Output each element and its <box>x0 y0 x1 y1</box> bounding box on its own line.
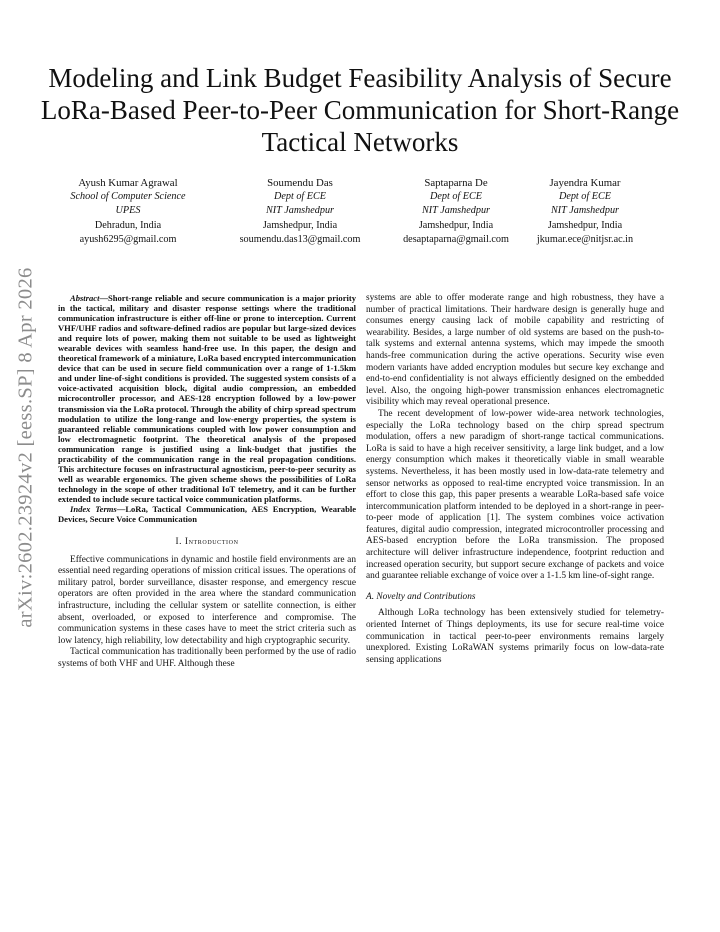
author-affiliation: School of Computer Science <box>70 191 186 203</box>
paper-title: Modeling and Link Budget Feasibility Analysis of Secure LoRa-Based Peer-to-Peer Communication for Short-Range Tactical Networks <box>40 63 680 157</box>
intro-paragraph-1: Effective communications in dynamic and hostile field environments are an essential need regarding operations of mission critical issues. The operations of military patrol, border surveillance, disaster response, and emergency rescue operators are often provided in the area where the standard communication infrastructure, including the cellular system or satellite connection, is either absent, overloaded, or exposed to interference and compromise. The communication systems in these cases have to meet the strict criteria such as low latency, high reliability, low detectability and high cryptographic security. <box>58 554 356 646</box>
author-1 <box>70 176 185 247</box>
abstract-lead: Abstract <box>70 293 100 303</box>
author-affiliation: Dept of ECE <box>273 191 327 203</box>
index-terms <box>58 504 356 524</box>
body-paragraph-lora: The recent development of low-power wide-area network technologies, especially the LoRa technology based on the chirp spread spectrum modulation, offers a new paradigm of short-range tactical communications. LoRa is said to have a high receiver sensitivity, a large link budget, and a low energy consumption which makes it theoretically viable in small wearable systems. Nevertheless, it has been mostly used in low-data-rate telemetry and sensor networks as opposed to real-time encrypted voice transmission. In an effort to close this gap, this paper presents a wearable LoRa-based safe voice intercommunication platform intended to be deployed in a short-range in peer-to-peer mode of application [1]. The system combines voice activation features, digital audio compression, integrated microcontroller processing and AES-based encryption before the LoRa transmission. The proposed architecture will deliver infrastructure independence, footprint reduction and increased operation security, but support secure exchange of packets and voice and guarantee reliable exchange of voice over a 1-1.5 km line-of-sight range. <box>366 408 664 582</box>
body-paragraph-continued: systems are able to offer moderate range and high robustness, they have a number of practical limitations. Their hardware design is generally huge and consumes energy causing lack of mobile capability and restricting of wearability. Besides, a large number of old systems are based on the push-to-talk systems and external antenna systems, which may impede the smooth hands-free communication during the active operations. Security wise even modern variants have added encryption modules but secure key exchange and end-to-end confidentiality is not always efficiently designed on the embedded level. Also, the ongoing high-power transmission enhances electromagnetic visibility which may reveal operational presence. <box>366 293 664 408</box>
abstract-text: —Short-range reliable and secure communication is a major priority in the tactical, military and disaster response settings where the traditional communication infrastructure is either off-line or prone to interception. Current VHF/UHF radios and software-defined radios are popular but large-sized devices and require lots of power, making them not suitable to be used as lightweight wearable devices with seamless hand-free use. In this paper, the design and theoretical framework of a miniature, LoRa based encrypted intercommunication device that can be used in secure field communication over a range of 1-1.5km and under line-of-sight conditions is provided. The suggested system consists of a voice-activated acquisition block, digital audio compression, an embedded microcontroller processor, and AES-128 encryption followed by a low-power transmission via the LoRa protocol. Through the ability of chirp spread spectrum modulation to utilize the long-range and low-energy properties, the system is guaranteed reliable communications coupled with low power consumption and low electromagnetic footprint. The theoretical analysis of the proposed communication range is justified using a link-budget that justifies the practicability of the communication range in the real propagation conditions. This architecture focuses on infrastructural agnosticism, peer-to-peer security as well as wearable ergonomics. The given scheme shows the possibilities of LoRa technology in the scope of other traditional IoT telemetry, and it can be further extended to include secure tactical voice communication platforms. <box>58 293 356 504</box>
author-institution: UPES <box>115 205 141 217</box>
author-name: Soumendu Das <box>267 177 333 189</box>
arxiv-identifier-stamp <box>4 252 48 642</box>
author-affiliation: Dept of ECE <box>429 191 483 203</box>
author-name: Saptaparna De <box>424 177 488 189</box>
author-email: desaptaparna@gmail.com <box>403 233 509 245</box>
section-heading-introduction: I. Introduction <box>175 536 239 547</box>
author-name: Jayendra Kumar <box>549 177 621 189</box>
intro-paragraph-2: Tactical communication has traditionally been performed by the use of radio systems of both VHF and UHF. Although these <box>58 647 356 670</box>
novelty-paragraph: Although LoRa technology has been extensively studied for telemetry-oriented Internet of Things deployments, its use for secure real-time voice communication in tactical peer-to-peer environments remains largely unexplored. Existing LoRaWAN systems primarily focus on low-data-rate sensing applications <box>366 608 664 665</box>
author-institution: NIT Jamshedpur <box>421 205 490 217</box>
author-email: ayush6295@gmail.com <box>79 233 177 245</box>
author-name: Ayush Kumar Agrawal <box>78 177 178 189</box>
author-email: jkumar.ece@nitjsr.ac.in <box>536 233 634 245</box>
author-location: Jamshedpur, India <box>547 219 623 231</box>
author-email: soumendu.das13@gmail.com <box>239 233 361 245</box>
abstract <box>58 293 356 504</box>
author-affiliation: Dept of ECE <box>558 191 612 203</box>
subsection-heading-novelty: A. Novelty and Contributions <box>366 591 476 602</box>
right-column <box>366 293 664 666</box>
author-location: Jamshedpur, India <box>262 219 338 231</box>
author-institution: NIT Jamshedpur <box>265 205 334 217</box>
index-terms-lead: Index Terms <box>70 503 117 514</box>
author-3 <box>403 176 509 247</box>
arxiv-identifier-text: arXiv:2602.23924v2 [eess.SP] 8 Apr 2026 <box>14 266 37 628</box>
author-2 <box>240 176 361 247</box>
left-column <box>58 293 356 671</box>
author-location: Jamshedpur, India <box>418 219 494 231</box>
author-location: Dehradun, India <box>94 219 162 231</box>
author-institution: NIT Jamshedpur <box>550 205 620 217</box>
author-4 <box>537 176 633 247</box>
index-terms-text: —LoRa, Tactical Communication, AES Encryption, Wearable Devices, Secure Voice Communication <box>58 503 356 525</box>
